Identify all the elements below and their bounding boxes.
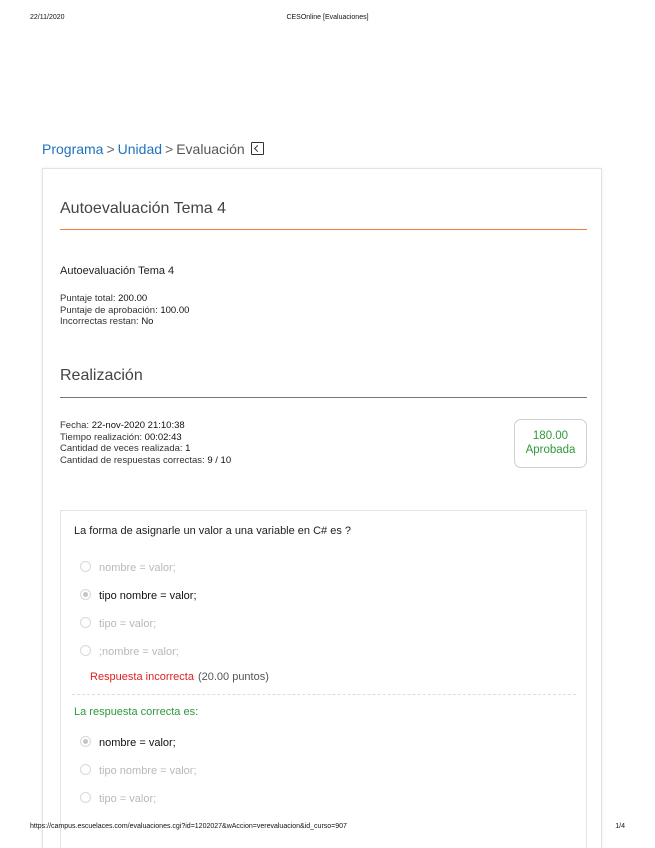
pass-score-value: 100.00 xyxy=(160,304,190,316)
answer-option[interactable] xyxy=(80,617,156,630)
print-page-number: 1/4 xyxy=(615,823,625,830)
time-label: Tiempo realización: xyxy=(60,431,143,443)
correct-answer-option[interactable] xyxy=(80,764,197,777)
print-title: CESOnline [Evaluaciones] xyxy=(286,14,369,21)
evaluation-card xyxy=(42,168,602,848)
question-text: La forma de asignarle un valor a una variable en C# es ? xyxy=(74,525,352,537)
answer-option-selected[interactable] xyxy=(80,589,197,602)
evaluation-name: Autoevaluación Tema 4 xyxy=(60,265,175,277)
breadcrumb-current: Evaluación xyxy=(176,141,245,157)
option-label: tipo = valor; xyxy=(99,618,157,630)
question-card xyxy=(60,510,587,848)
option-label: tipo nombre = valor; xyxy=(99,590,197,602)
print-url: https://campus.escuelaces.com/evaluaciones.cgi?id=1202027&wAccion=verevaluacion&id_curso=907 xyxy=(30,823,347,830)
verdict-label: Respuesta incorrecta xyxy=(90,671,194,683)
answer-verdict xyxy=(90,671,269,683)
breadcrumb-separator: > xyxy=(106,141,115,157)
radio-button[interactable] xyxy=(80,736,91,747)
status-label: Aprobada xyxy=(525,444,576,456)
score-badge xyxy=(514,419,587,468)
evaluation-info xyxy=(60,293,189,328)
pass-score-label: Puntaje de aprobación: xyxy=(60,304,158,316)
option-label: ;nombre = valor; xyxy=(99,646,179,658)
correct-answer-option-selected[interactable] xyxy=(80,736,176,749)
time-value: 00:02:43 xyxy=(144,431,182,443)
correct-count-label: Cantidad de respuestas correctas: xyxy=(60,454,205,466)
option-label: tipo nombre = valor; xyxy=(99,765,197,777)
date-value: 22-nov-2020 21:10:38 xyxy=(91,420,185,431)
radio-button[interactable] xyxy=(80,764,91,775)
correct-count-value: 9 / 10 xyxy=(207,454,232,466)
date-label: Fecha: xyxy=(60,420,90,431)
radio-button[interactable] xyxy=(80,561,91,572)
radio-button[interactable] xyxy=(80,645,91,656)
answer-option[interactable] xyxy=(80,561,176,574)
radio-button[interactable] xyxy=(80,617,91,628)
radio-button[interactable] xyxy=(80,589,91,600)
correct-answer-heading: La respuesta correcta es: xyxy=(74,706,199,718)
breadcrumb-unit-link[interactable]: Unidad xyxy=(117,141,163,157)
incorrect-subtract-value: No xyxy=(141,316,154,327)
divider xyxy=(72,694,576,695)
breadcrumb-program-link[interactable]: Programa xyxy=(42,141,104,157)
back-icon[interactable] xyxy=(251,142,264,155)
option-label: nombre = valor; xyxy=(99,562,176,574)
breadcrumb-separator: > xyxy=(165,141,174,157)
realization-underline xyxy=(60,397,587,398)
total-score-value: 200.00 xyxy=(118,293,148,304)
answer-option[interactable] xyxy=(80,645,179,658)
attempts-label: Cantidad de veces realizada: xyxy=(60,443,183,454)
correct-answer-option[interactable] xyxy=(80,792,156,805)
incorrect-subtract-label: Incorrectas restan: xyxy=(60,316,139,327)
verdict-points: (20.00 puntos) xyxy=(197,671,269,683)
realization-heading: Realización xyxy=(60,367,143,384)
realization-info xyxy=(60,420,231,466)
total-score-label: Puntaje total: xyxy=(60,293,116,304)
print-date: 22/11/2020 xyxy=(30,14,65,21)
evaluation-heading: Autoevaluación Tema 4 xyxy=(60,200,227,217)
print-header xyxy=(0,14,655,28)
attempts-value: 1 xyxy=(185,443,191,454)
heading-underline xyxy=(60,229,587,230)
option-label: nombre = valor; xyxy=(99,737,176,749)
score-value: 180.00 xyxy=(532,430,569,442)
option-label: tipo = valor; xyxy=(99,793,157,805)
breadcrumb xyxy=(42,141,264,157)
radio-button[interactable] xyxy=(80,792,91,803)
